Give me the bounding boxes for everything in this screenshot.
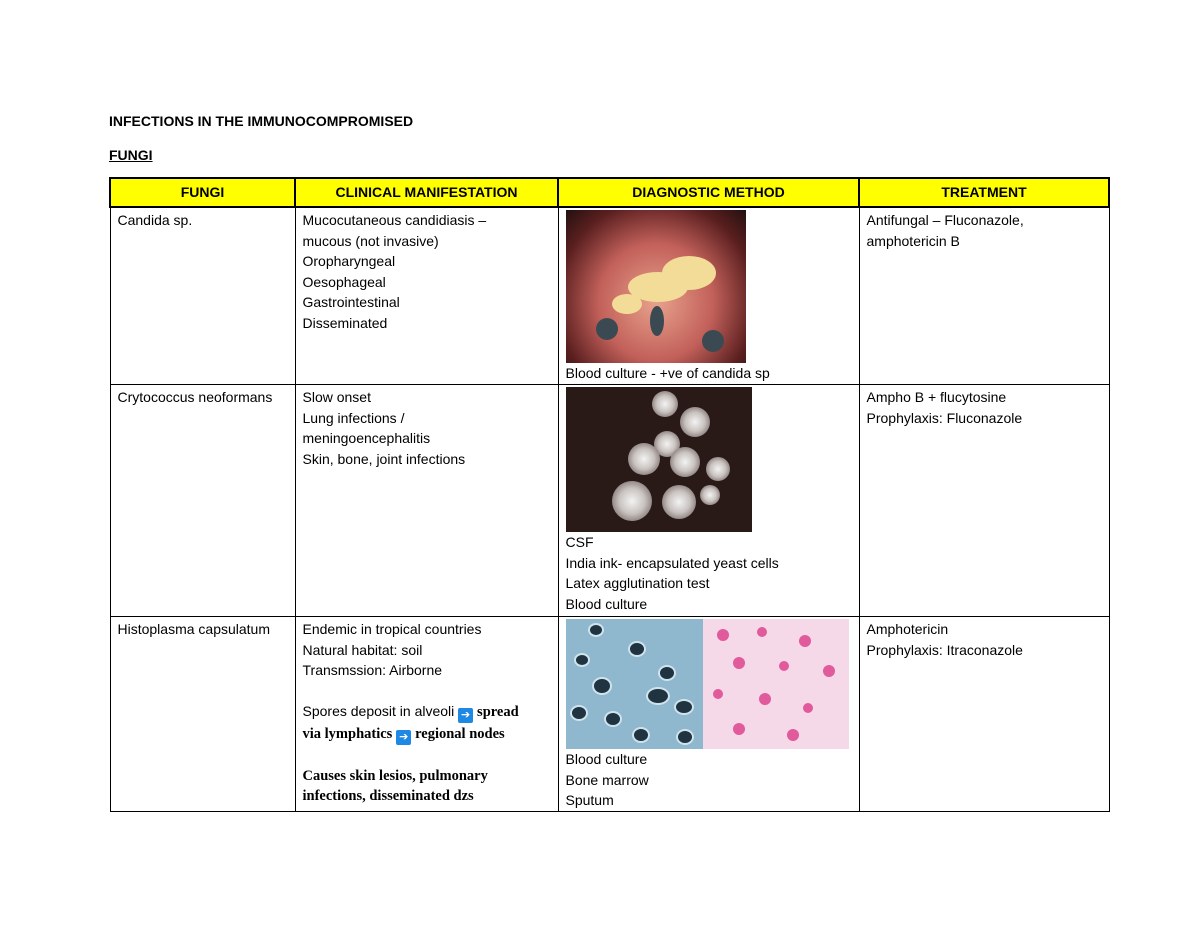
- spread-text-1: Spores deposit in alveoli: [302, 703, 455, 719]
- diagnostic-line: Blood culture: [565, 595, 648, 612]
- treatment-line: amphotericin B: [866, 232, 960, 249]
- fungus-name-text: Crytococcus neoformans: [117, 389, 273, 405]
- clinical-line: Slow onset: [302, 389, 371, 405]
- document-title: INFECTIONS IN THE IMMUNOCOMPROMISED: [109, 113, 414, 129]
- arrow-right-icon: ➔: [458, 708, 473, 723]
- diagnostic-line: Latex agglutination test: [565, 575, 710, 591]
- treatment-line: Ampho B + flucytosine: [866, 389, 1007, 405]
- histoplasma-images: [566, 619, 849, 749]
- histoplasma-culture-image: [703, 619, 849, 749]
- table-header-row: [110, 178, 1109, 207]
- spread-text-2: spread: [477, 704, 519, 720]
- diagnostic-line: India ink- encapsulated yeast cells: [565, 554, 779, 571]
- section-title: FUNGI: [109, 147, 153, 163]
- diagnostic-cell: [558, 617, 859, 812]
- treatment-line: Prophylaxis: Itraconazole: [866, 641, 1023, 658]
- diagnostic-line: Sputum: [565, 792, 614, 808]
- header-diagnostic-method: DIAGNOSTIC METHOD: [558, 178, 859, 207]
- fungus-name: [110, 617, 295, 812]
- treatment-line: Amphotericin: [866, 621, 949, 637]
- india-ink-image: [566, 387, 752, 532]
- table-row: [110, 617, 1109, 812]
- clinical-line: Mucocutaneous candidiasis –: [302, 212, 487, 228]
- fungus-name: [110, 207, 295, 385]
- treatment-line: Antifungal – Fluconazole,: [866, 212, 1024, 228]
- diagnostic-cell: [558, 385, 859, 617]
- histoplasma-stain-image: [566, 619, 703, 749]
- diagnostic-line: CSF: [565, 534, 594, 550]
- spacer: [303, 745, 551, 766]
- clinical-cell: [295, 385, 558, 617]
- table-row: [110, 385, 1109, 617]
- spacer: [303, 681, 551, 702]
- header-treatment: TREATMENT: [859, 178, 1109, 207]
- clinical-line: Oropharyngeal: [302, 253, 396, 269]
- clinical-line: Endemic in tropical countries: [302, 621, 482, 637]
- treatment-cell: [859, 385, 1109, 617]
- clinical-cell: [295, 207, 558, 385]
- fungus-name-text: Histoplasma capsulatum: [117, 621, 271, 637]
- oral-candidiasis-image: [566, 210, 746, 363]
- spread-text-3: via lymphatics: [302, 726, 393, 742]
- clinical-spread-line: [303, 701, 551, 723]
- treatment-cell: [859, 207, 1109, 385]
- clinical-line: Gastrointestinal: [302, 294, 400, 310]
- fungi-table: [109, 177, 1110, 812]
- clinical-line: meningoencephalitis: [302, 430, 431, 446]
- table-row: [110, 207, 1109, 385]
- diagnostic-line: Blood culture: [565, 751, 648, 767]
- clinical-line: Transmssion: Airborne: [302, 662, 443, 678]
- treatment-cell: [859, 617, 1109, 812]
- clinical-line: Skin, bone, joint infections: [302, 450, 466, 467]
- clinical-causes-line: infections, disseminated dzs: [302, 788, 474, 804]
- clinical-line: Disseminated: [302, 314, 388, 331]
- clinical-cell: [295, 617, 558, 812]
- fungus-name-text: Candida sp.: [117, 212, 193, 228]
- diagnostic-line: Blood culture - +ve of candida sp: [565, 365, 770, 381]
- fungus-name: [110, 385, 295, 617]
- header-clinical-manifestation: CLINICAL MANIFESTATION: [295, 178, 558, 207]
- clinical-line: Natural habitat: soil: [302, 641, 423, 658]
- clinical-line: mucous (not invasive): [302, 232, 439, 249]
- treatment-line: Prophylaxis: Fluconazole: [866, 409, 1023, 426]
- clinical-line: Lung infections /: [302, 409, 405, 426]
- diagnostic-cell: [558, 207, 859, 385]
- clinical-line: Oesophageal: [302, 273, 386, 290]
- clinical-spread-line-2: [303, 723, 551, 745]
- spread-text-4: regional nodes: [415, 726, 505, 742]
- clinical-causes-line: Causes skin lesios, pulmonary: [302, 767, 488, 784]
- header-fungi: FUNGI: [110, 178, 295, 207]
- arrow-right-icon: ➔: [396, 730, 411, 745]
- diagnostic-line: Bone marrow: [565, 771, 649, 788]
